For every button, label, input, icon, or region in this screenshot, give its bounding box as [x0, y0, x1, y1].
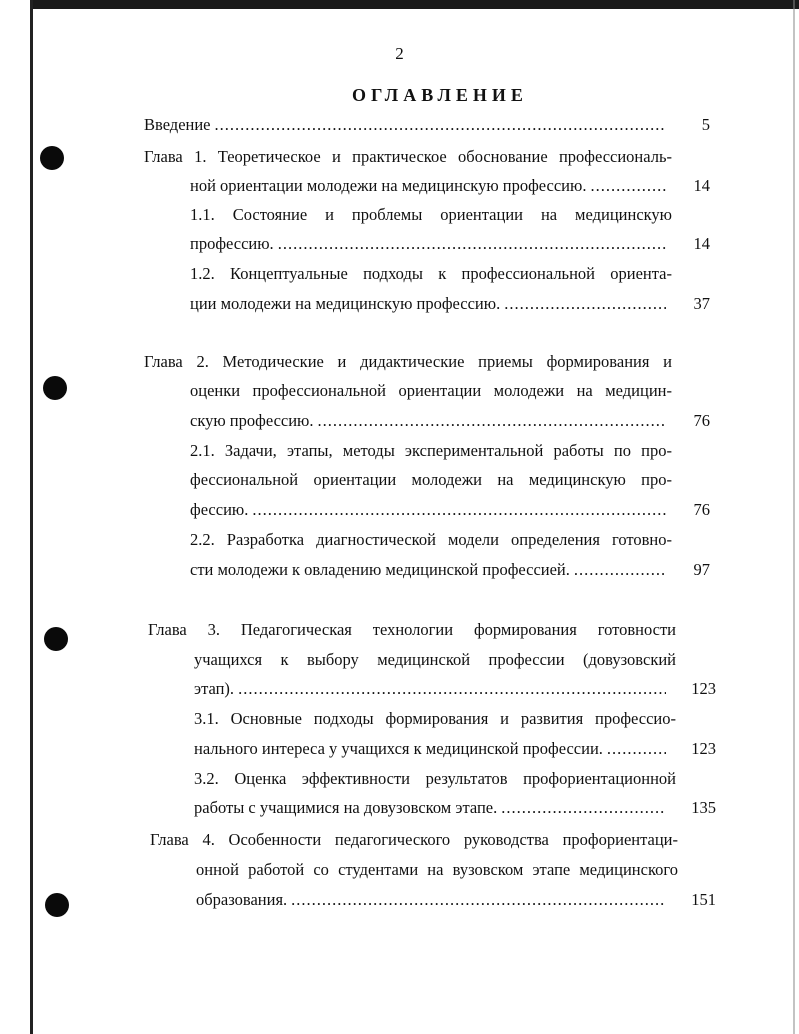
toc-entry-chapter-2-line-3[interactable]	[190, 411, 672, 431]
toc-entry-section-2-1-line-3[interactable]	[190, 500, 672, 520]
toc-page-number: 14	[693, 176, 710, 195]
toc-entry-text: образования.	[196, 890, 288, 909]
leader-dots	[504, 294, 666, 314]
toc-page-number: 123	[691, 679, 716, 698]
toc-entry-section-3-2-line-1[interactable]: 3.2. Оценка эффективности результатов профориентационной	[194, 769, 676, 788]
leader-dots	[252, 500, 666, 520]
toc-entry-section-2-1-line-2[interactable]: фессиональной ориентации молодежи на медицинскую про-	[190, 470, 672, 489]
punch-hole	[43, 376, 67, 400]
toc-entry-chapter-3-line-2[interactable]: учащихся к выбору медицинской профессии (довузовский	[194, 650, 676, 669]
leader-dots	[590, 176, 666, 196]
toc-page-number: 151	[691, 890, 716, 909]
toc-entry-section-1-2-line-1[interactable]: 1.2. Концептуальные подходы к профессиональной ориента-	[190, 264, 672, 283]
toc-page-number: 123	[691, 739, 716, 758]
toc-entry-chapter-1-line-1[interactable]: Глава 1. Теоретическое и практическое обоснование профессиональ-	[144, 147, 672, 166]
toc-entry-text: ции молодежи на медицинскую профессию.	[190, 294, 501, 313]
leader-dots	[318, 411, 667, 431]
leader-dots	[278, 234, 666, 254]
toc-entry-section-3-2-line-2[interactable]	[194, 798, 672, 818]
page-number: 2	[395, 44, 404, 63]
toc-entry-section-3-1-line-1[interactable]: 3.1. Основные подходы формирования и развития профессио-	[194, 709, 676, 728]
toc-entry-section-1-2-line-2[interactable]	[190, 294, 672, 314]
toc-entry-text: ной ориентации молодежи на медицинскую профессию.	[190, 176, 587, 195]
toc-entry-section-2-2-line-1[interactable]: 2.2. Разработка диагностической модели определения готовно-	[190, 530, 672, 549]
toc-page-number: 135	[691, 798, 716, 817]
leader-dots	[291, 890, 666, 910]
toc-entry-text: нального интереса у учащихся к медицинской профессии.	[194, 739, 603, 758]
toc-entry-section-2-1-line-1[interactable]: 2.1. Задачи, этапы, методы экспериментальной работы по про-	[190, 441, 672, 460]
punch-hole	[45, 893, 69, 917]
punch-hole	[40, 146, 64, 170]
leader-dots	[501, 798, 666, 818]
toc-entry-section-1-1-line-2[interactable]	[190, 234, 672, 254]
toc-entry-text: сти молодежи к овладению медицинской профессией.	[190, 560, 570, 579]
punch-hole	[44, 627, 68, 651]
toc-entry-text: этап).	[194, 679, 235, 698]
toc-entry-chapter-2-line-2[interactable]: оценки профессиональной ориентации молодежи на медицин-	[190, 381, 672, 400]
toc-entry-chapter-4-line-1[interactable]: Глава 4. Особенности педагогического руководства профориентаци-	[150, 830, 678, 849]
toc-entry-chapter-3-line-1[interactable]: Глава 3. Педагогическая технологии формирования готовности	[148, 620, 676, 639]
toc-page-number: 37	[693, 294, 710, 313]
toc-entry-section-3-1-line-2[interactable]	[194, 739, 672, 759]
toc-entry-chapter-1-line-2[interactable]	[190, 176, 672, 196]
toc-entry-text: фессию.	[190, 500, 249, 519]
leader-dots	[215, 115, 666, 135]
toc-entry-text: Введение	[144, 115, 211, 134]
toc-entry-text: профессию.	[190, 234, 274, 253]
toc-page-number: 76	[693, 500, 710, 519]
toc-entry-text: работы с учащимися на довузовском этапе.	[194, 798, 498, 817]
toc-entry-chapter-3-line-3[interactable]	[194, 679, 672, 699]
scan-border-right	[793, 0, 795, 1034]
leader-dots	[574, 560, 666, 580]
toc-entry-chapter-4-line-2[interactable]: онной работой со студентами на вузовском этапе медицинского	[196, 860, 678, 879]
scan-border-top	[30, 0, 799, 9]
leader-dots	[238, 679, 666, 699]
page-title: ОГЛАВЛЕНИЕ	[352, 85, 528, 105]
toc-page-number: 97	[693, 560, 710, 579]
toc-page-number: 14	[693, 234, 710, 253]
leader-dots	[607, 739, 666, 759]
toc-entry-chapter-2-line-1[interactable]: Глава 2. Методические и дидактические приемы формирования и	[144, 352, 672, 371]
toc-entry-text: скую профессию.	[190, 411, 314, 430]
toc-entry-intro[interactable]	[144, 115, 672, 135]
toc-entry-section-2-2-line-2[interactable]	[190, 560, 672, 580]
toc-entry-section-1-1-line-1[interactable]: 1.1. Состояние и проблемы ориентации на медицинскую	[190, 205, 672, 224]
toc-page-number: 5	[701, 115, 710, 134]
toc-page-number: 76	[693, 411, 710, 430]
toc-entry-chapter-4-line-3[interactable]	[196, 890, 672, 910]
scan-border-left	[30, 0, 33, 1034]
